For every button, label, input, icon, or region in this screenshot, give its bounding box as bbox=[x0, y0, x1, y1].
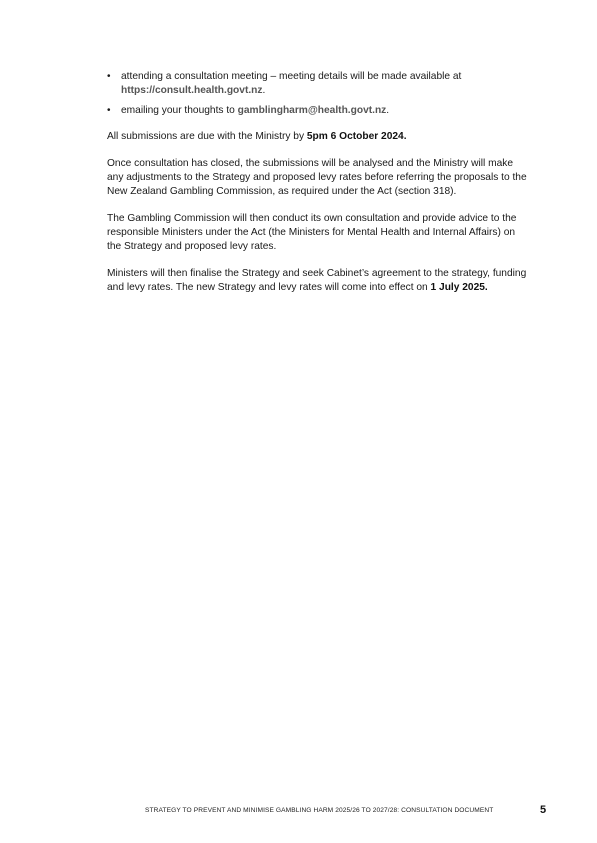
bullet-suffix: . bbox=[386, 105, 390, 116]
bullet-text: emailing your thoughts to bbox=[121, 105, 238, 116]
bullet-text: attending a consultation meeting – meeting details will be made available at bbox=[121, 71, 462, 82]
analysis-paragraph: Once consultation has closed, the submissions will be analysed and the Ministry will make any adjustments to the Strategy and proposed levy rates before referring the proposals to the New Zealand Gambling Commission, as required under the Act (section 318). bbox=[107, 158, 527, 197]
list-item bbox=[107, 104, 527, 118]
page-number: 5 bbox=[540, 804, 547, 816]
deadline-date: 5pm 6 October 2024. bbox=[306, 131, 407, 142]
deadline-text: All submissions are due with the Ministry by bbox=[107, 131, 307, 142]
consult-website-link[interactable]: https://consult.health.govt.nz bbox=[121, 85, 263, 96]
document-body bbox=[107, 70, 527, 308]
email-link[interactable]: gamblingharm@health.govt.nz bbox=[237, 105, 387, 116]
bullet-suffix: . bbox=[262, 85, 266, 96]
list-item bbox=[107, 70, 527, 98]
deadline-paragraph bbox=[107, 130, 527, 144]
bullet-icon: • bbox=[107, 105, 111, 116]
footer-title: STRATEGY TO PREVENT AND MINIMISE GAMBLING HARM 2025/26 TO 2027/28: CONSULTATION DOCUMENT bbox=[145, 807, 494, 814]
ministers-text: Ministers will then finalise the Strategy and seek Cabinet’s agreement to the strategy, funding and levy rates. The new Strategy and levy rates will come into effect on bbox=[107, 268, 527, 293]
commission-paragraph: The Gambling Commission will then conduct its own consultation and provide advice to the responsible Ministers under the Act (the Ministers for Mental Health and Internal Affairs) on the Strategy and proposed levy rates. bbox=[107, 213, 517, 252]
bullet-icon: • bbox=[107, 71, 111, 82]
effective-date: 1 July 2025. bbox=[430, 282, 488, 293]
consultation-options-list bbox=[107, 70, 527, 118]
ministers-paragraph bbox=[107, 267, 527, 295]
